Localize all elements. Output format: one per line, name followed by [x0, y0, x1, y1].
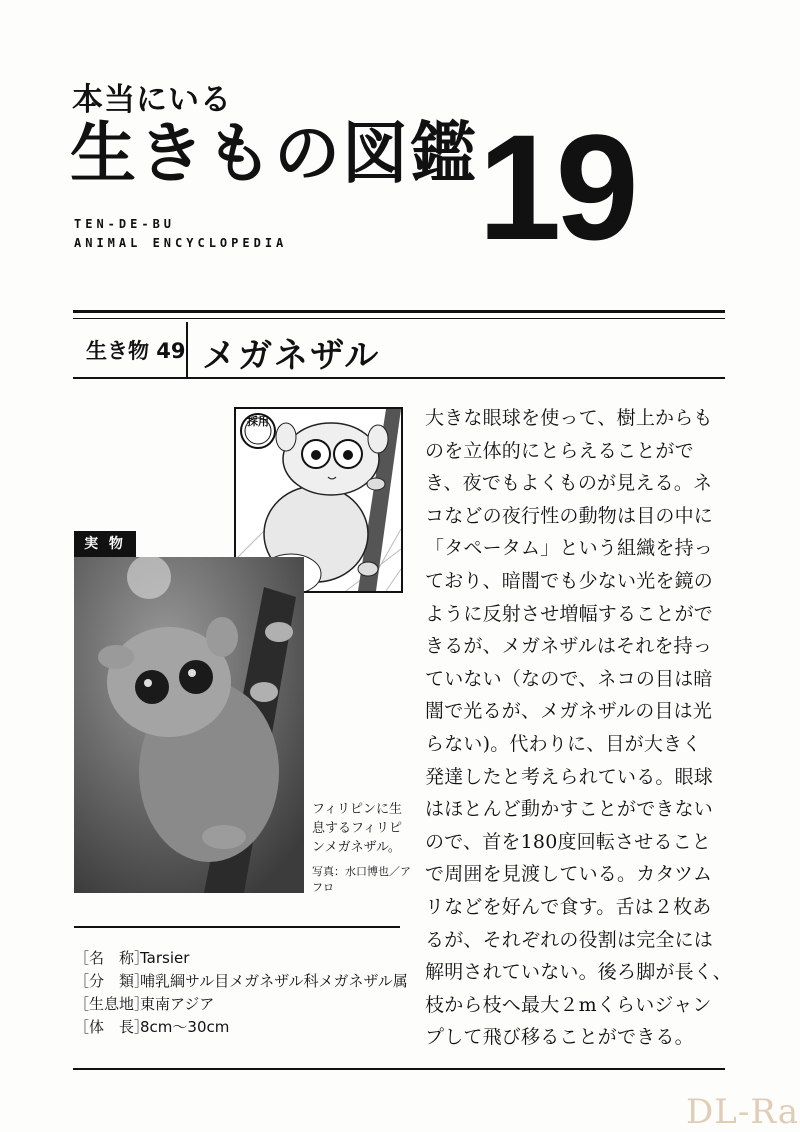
data-key: ［生息地］: [74, 995, 150, 1013]
body-line: 解明されていない。後ろ脚が長く、: [425, 961, 732, 984]
body-line: き、夜でもよくものが見える。ネ: [425, 472, 713, 495]
photo-caption: フィリピンに生息するフィリピンメガネザル。: [312, 802, 402, 855]
data-row: [74, 970, 414, 993]
tarsier-photo-icon: [74, 557, 304, 893]
body-text: [425, 402, 735, 1054]
body-line: コなどの夜行性の動物は目の中に: [425, 504, 714, 527]
data-value: 哺乳綱サル目メガネザル科メガネザル属: [140, 972, 408, 990]
data-key: ［分 類］: [74, 972, 150, 990]
data-value: Tarsier: [140, 949, 190, 967]
body-line: プして飛び移ることができる。: [425, 1026, 694, 1049]
section-rule-bottom: [73, 377, 725, 379]
body-line: はほとんど動かすことができない: [425, 798, 714, 821]
data-key: ［体 長］: [74, 1018, 150, 1036]
body-line: リなどを好んで食す。舌は２枚あ: [425, 895, 712, 918]
body-line: ように反射させ増幅することがで: [425, 602, 714, 625]
body-line: らない)。代わりに、目が大きく: [425, 732, 702, 755]
photo-tag: 実 物: [74, 531, 136, 557]
body-line: のを立体的にとらえることがで: [425, 439, 694, 462]
body-line: ており、暗闇でも少ない光を鏡の: [425, 569, 714, 592]
body-line: きるが、メガネザルはそれを持っ: [425, 635, 713, 658]
footer-rule: [73, 1068, 725, 1070]
body-line: 大きな眼球を使って、樹上からも: [425, 407, 713, 429]
body-line: で周囲を見渡している。カタツム: [425, 863, 713, 886]
page-title: 生きもの図鑑: [70, 114, 478, 192]
section-divider: [186, 322, 188, 377]
data-row: [74, 993, 414, 1016]
data-row: [74, 1016, 414, 1039]
watermark: DL-Ra: [686, 1092, 799, 1132]
data-value: 東南アジア: [140, 995, 215, 1013]
data-row: [74, 947, 414, 970]
body-line: ので、首を180度回転させること: [425, 830, 712, 853]
body-line: ていない（なので、ネコの目は暗: [425, 667, 713, 690]
data-rule: [74, 926, 400, 928]
section-heading: メガネザル: [202, 336, 381, 376]
section-number-label: 生き物 49: [86, 339, 186, 363]
english-subtitle-2: ANIMAL ENCYCLOPEDIA: [74, 236, 288, 250]
section-rule-top-thin: [73, 318, 725, 319]
species-data-table: [74, 947, 414, 1039]
body-line: 枝から枝へ最大２mくらいジャン: [425, 993, 712, 1016]
photo-credit: 写真：水口博也／アフロ: [312, 865, 411, 894]
section-rule-top: [73, 310, 725, 313]
adopted-stamp: 採用: [247, 415, 269, 428]
data-key: ［名 称］: [74, 949, 150, 967]
tarsier-photo: [74, 557, 304, 893]
body-line: 闇で光るが、メガネザルの目は光: [425, 700, 713, 723]
header-kicker: 本当にいる: [72, 82, 232, 118]
volume-number: 19: [478, 103, 633, 271]
body-line: 「タペータム」という組織を持っ: [425, 537, 714, 560]
body-line: るが、それぞれの役割は完全には: [425, 928, 714, 951]
data-value: 8cm〜30cm: [140, 1018, 230, 1036]
english-subtitle-1: TEN-DE-BU: [74, 217, 176, 231]
body-line: 発達したと考えられている。眼球: [425, 765, 714, 788]
